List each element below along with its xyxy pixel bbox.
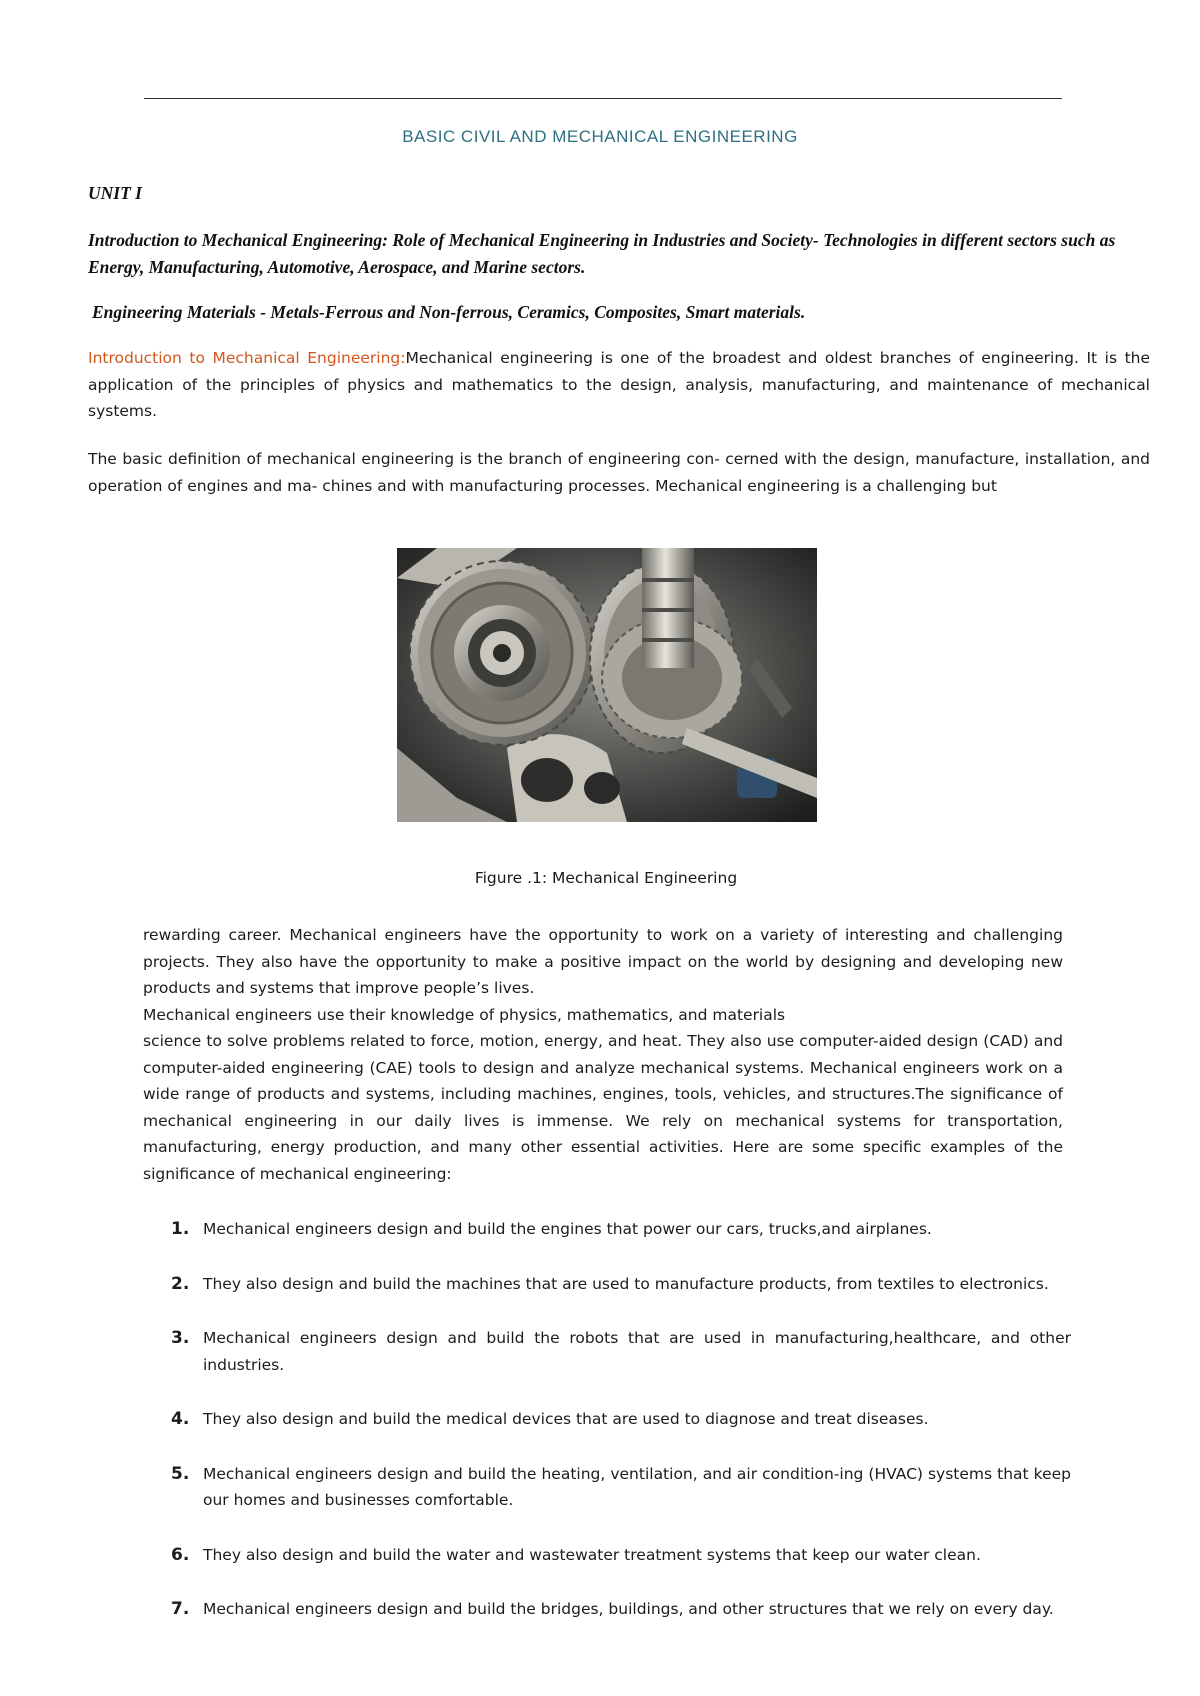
list-item-number: 7. <box>171 1599 190 1619</box>
continuation-part-3: science to solve problems related to force, motion, energy, and heat. They also use computer-aided design (CAD) and computer-aided engineering (CAE) tools to design and analyze mechanical systems. Mechanical engineers work on a wide range of products and systems, including machines, engines, tools, vehicles, and structures.The significance of mechanical engineering in our daily lives is immense. We rely on mechanical systems for transportation, manufacturing, energy production, and many other essential activities. Here are some specific examples of the significance of mechanical engineering: <box>143 1032 1063 1183</box>
definition-paragraph: The basic definition of mechanical engineering is the branch of engineering con- cerned with the design, manufacture, installation, and operation of engines and ma- chines and with manufacturing processes. Mechanical engineering is a challenging but <box>88 450 1150 495</box>
list-item-number: 3. <box>171 1328 190 1348</box>
list-item-text: They also design and build the medical devices that are used to diagnose and treat diseases. <box>203 1410 929 1428</box>
list-item <box>143 1542 1071 1569</box>
list-item-number: 2. <box>171 1273 190 1294</box>
document-title: BASIC CIVIL AND MECHANICAL ENGINEERING <box>402 127 798 146</box>
list-item-number: 6. <box>171 1544 190 1565</box>
continuation-part-1: rewarding career. Mechanical engineers have the opportunity to work on a variety of interesting and challenging projects. They also have the opportunity to make a positive impact on the world by designing and developing new products and systems that improve people’s lives. <box>143 926 1063 997</box>
list-item-number: 4. <box>171 1409 190 1429</box>
continuation-part-2: Mechanical engineers use their knowledge of physics, mathematics, and materials <box>143 1005 786 1024</box>
list-item <box>143 1216 1071 1243</box>
gearbox-photo-icon <box>397 548 817 822</box>
list-item <box>143 1596 1071 1623</box>
syllabus-topics-2: Engineering Materials - Metals-Ferrous and Non-ferrous, Ceramics, Composites, Smart materials. <box>92 302 806 322</box>
intro-lead: Introduction to Mechanical Engineering: <box>88 349 406 367</box>
list-item <box>143 1406 1071 1433</box>
continuation-paragraph <box>143 922 1063 1187</box>
list-item-text: They also design and build the machines that are used to manufacture products, from textiles to electronics. <box>203 1274 1049 1293</box>
list-item <box>143 1461 1071 1514</box>
list-item-text: Mechanical engineers design and build the heating, ventilation, and air condition-ing (HVAC) systems that keep our homes and businesses comfortable. <box>203 1464 1071 1509</box>
unit-heading: UNIT I <box>88 183 142 203</box>
figure-image <box>397 548 817 822</box>
list-item <box>143 1325 1071 1378</box>
list-item-text: They also design and build the water and wastewater treatment systems that keep our water clean. <box>203 1545 981 1564</box>
header-rule <box>144 98 1062 99</box>
intro-text: Mechanical engineering is one of the broadest and oldest branches of engineering. It is the application of the principles of physics and mathematics to the design, analysis, manufacturing, and maintenance of mechanical systems. <box>88 349 1151 420</box>
figure-caption: Figure .1: Mechanical Engineering <box>474 869 738 887</box>
list-item <box>143 1271 1071 1298</box>
list-item-text: Mechanical engineers design and build the robots that are used in manufacturing,healthcare, and other industries. <box>203 1329 1071 1374</box>
examples-list <box>143 1216 1071 1623</box>
syllabus-topics-1: Introduction to Mechanical Engineering: Role of Mechanical Engineering in Industries and Society- Technologies in different sectors such as Energy, Manufacturing, Automotive, Aerospace, and Marine sectors. <box>88 230 1116 277</box>
list-item-number: 5. <box>171 1463 190 1484</box>
list-item-text: Mechanical engineers design and build the engines that power our cars, trucks,and airplanes. <box>203 1220 932 1238</box>
intro-paragraph <box>88 345 1150 425</box>
list-item-text: Mechanical engineers design and build the bridges, buildings, and other structures that we rely on every day. <box>203 1600 1054 1618</box>
list-item-number: 1. <box>171 1219 190 1239</box>
